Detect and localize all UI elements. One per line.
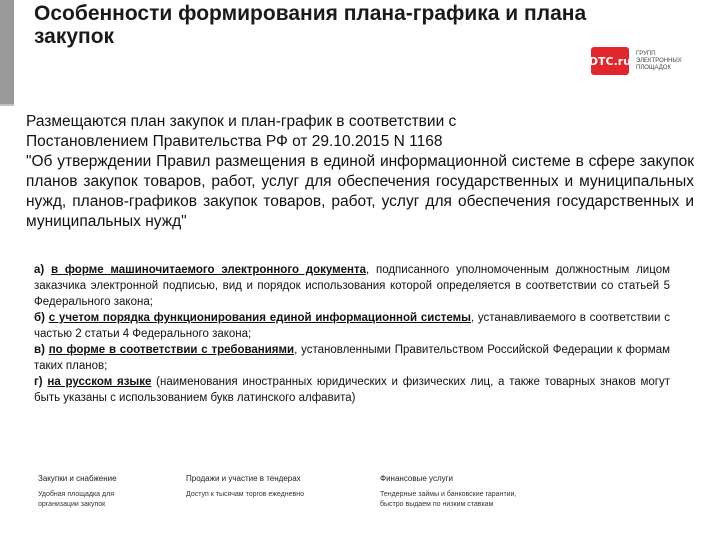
item-letter: г) bbox=[34, 376, 43, 388]
item-emphasis: в форме машиночитаемого электронного документа bbox=[51, 264, 366, 276]
list-item bbox=[34, 374, 670, 406]
requirements-list bbox=[34, 262, 670, 406]
item-letter: б) bbox=[34, 312, 45, 324]
list-item bbox=[34, 342, 670, 374]
item-text: , установленными Правительством Российской Федерации к формам таких планов; bbox=[34, 344, 670, 372]
item-emphasis: с учетом порядка функционирования единой информационной системы bbox=[48, 312, 471, 324]
footer bbox=[38, 474, 658, 510]
left-accent-bar bbox=[0, 0, 14, 60]
logo-word: ГРУПП bbox=[636, 50, 656, 57]
footer-text: быстро выдаем по низким ставкам bbox=[380, 501, 494, 508]
left-accent-divider bbox=[0, 104, 14, 106]
company-logo bbox=[588, 47, 682, 75]
item-text: , устанавливаемого в соответствии с частью 2 статьи 4 Федерального закона; bbox=[34, 312, 670, 340]
intro-line: "Об утверждении Правил размещения в единой информационной системе в сфере закупок планов закупок товаров, работ, услуг для обеспечения государственных и муниципальных нужд, планов-графиков закупок товаров, работ, услуг для обеспечения государственных и муниципальных нужд" bbox=[26, 153, 694, 230]
footer-column-sales bbox=[186, 474, 380, 510]
footer-column-procurement bbox=[38, 474, 186, 510]
logo-words bbox=[636, 51, 682, 72]
logo-word: ЭЛЕКТРОННЫХ bbox=[636, 57, 682, 64]
footer-heading: Продажи и участие в тендерах bbox=[186, 474, 301, 483]
logo-word: ПЛОЩАДОК bbox=[636, 64, 671, 71]
footer-text: Удобная площадка для bbox=[38, 491, 114, 498]
item-emphasis: по форме в соответствии с требованиями bbox=[48, 344, 295, 356]
logo-mark bbox=[588, 47, 632, 75]
footer-heading: Финансовые услуги bbox=[380, 474, 454, 483]
footer-text: Тендерные займы и банковские гарантии, bbox=[380, 491, 517, 498]
logo-mark-text: DTC.ru bbox=[588, 54, 632, 68]
item-letter: в) bbox=[34, 344, 45, 356]
list-item bbox=[34, 262, 670, 310]
footer-column-finance bbox=[380, 474, 580, 510]
intro-line: Размещаются план закупок и план-график в соответствии с bbox=[26, 113, 457, 130]
footer-text: организации закупок bbox=[38, 501, 106, 508]
footer-text: Доступ к тысячам торгов ежедневно bbox=[186, 491, 304, 498]
item-text: , подписанного уполномоченным должностным лицом заказчика электронной подписью, вид и порядок использования которой определяется в соответствии со статьей 5 Федерального закона; bbox=[34, 264, 670, 308]
item-letter: а) bbox=[34, 264, 45, 276]
item-emphasis: на русском языке bbox=[47, 376, 152, 388]
list-item bbox=[34, 310, 670, 342]
footer-heading: Закупки и снабжение bbox=[38, 474, 117, 483]
left-accent-bar-lower bbox=[0, 60, 14, 104]
intro-text bbox=[26, 112, 694, 232]
intro-line: Постановлением Правительства РФ от 29.10.2015 N 1168 bbox=[26, 133, 443, 150]
item-text: (наименования иностранных юридических и физических лиц, а также товарных знаков могут быть указаны с использованием букв латинского алфавита) bbox=[34, 376, 671, 404]
page-title: Особенности формирования плана-графика и плана закупок bbox=[34, 2, 587, 48]
